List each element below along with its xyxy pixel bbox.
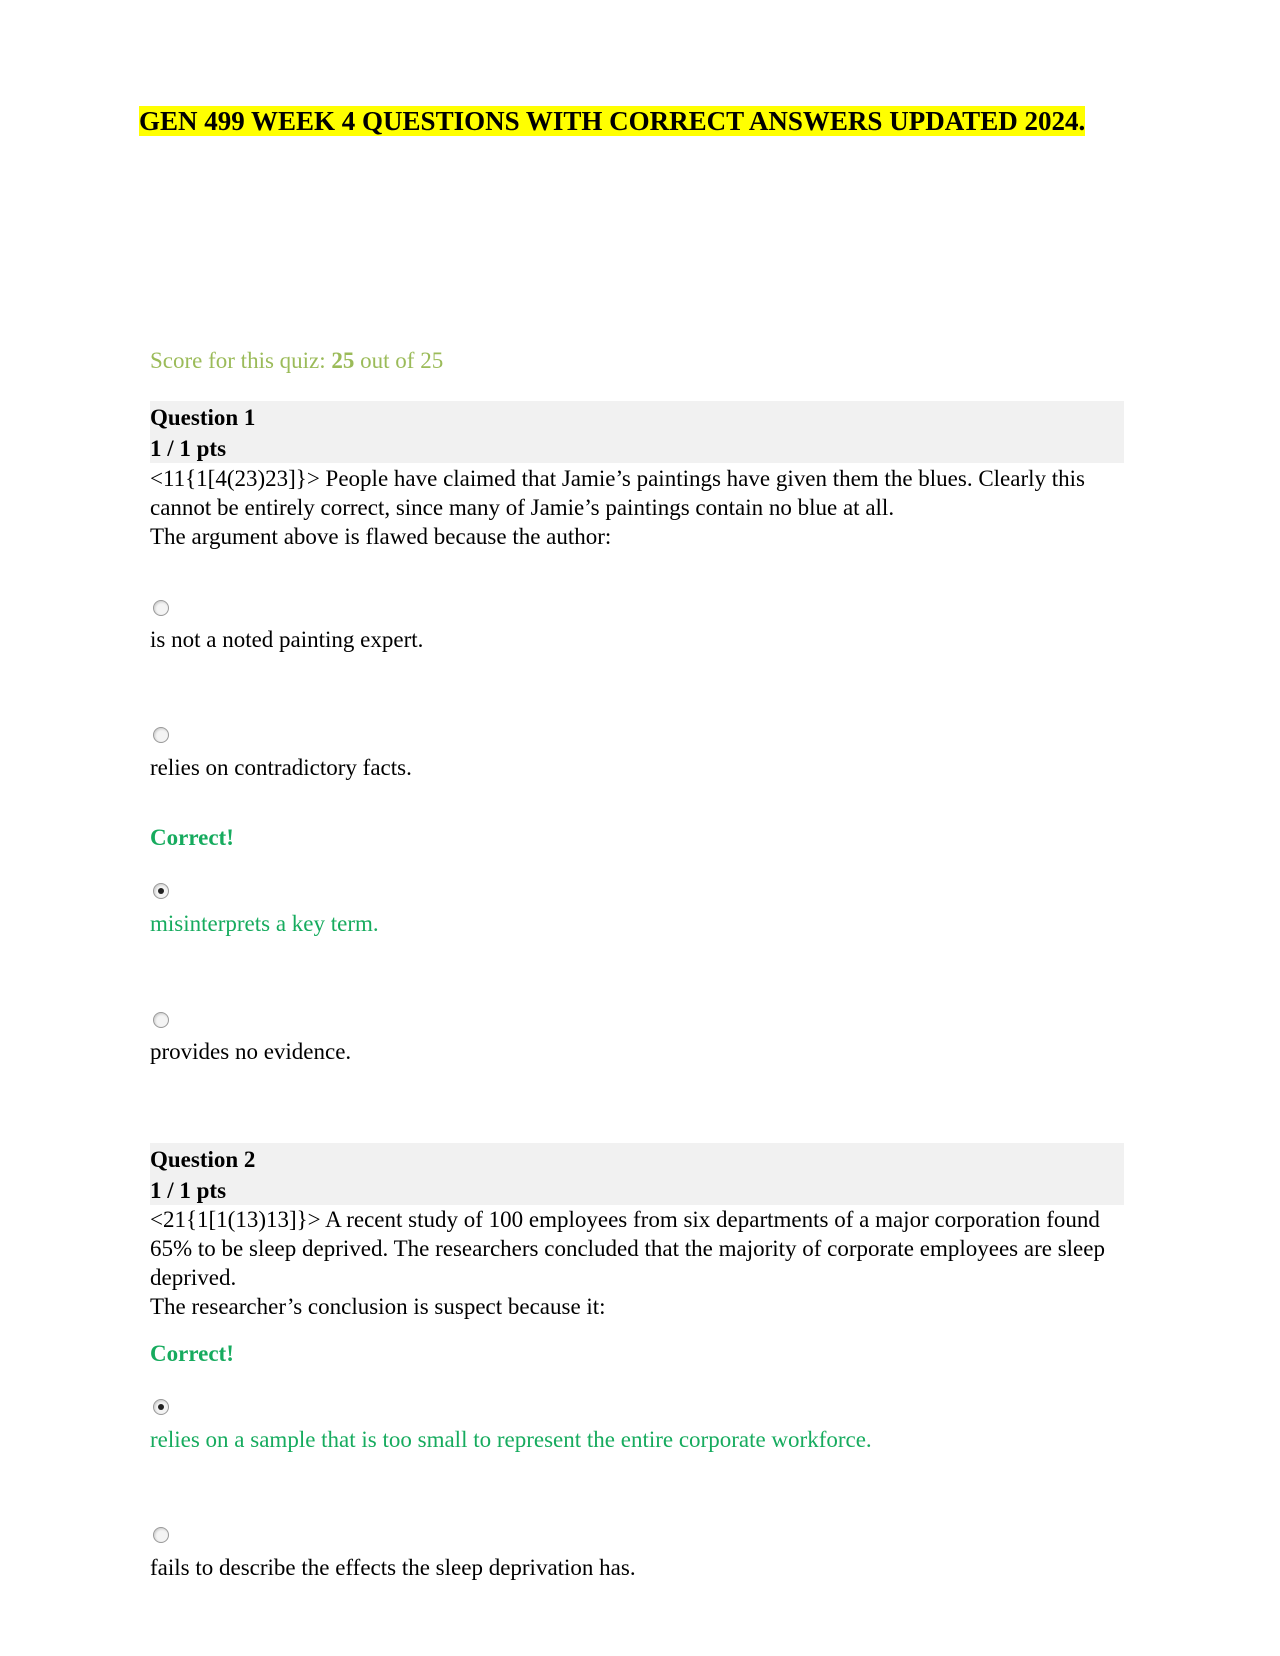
question-1-header (150, 401, 1124, 463)
question-1-correct-label: Correct! (150, 825, 234, 850)
question-2-option-1-radio[interactable] (153, 1399, 169, 1415)
quiz-score (150, 346, 443, 376)
document-title (139, 104, 1099, 138)
question-2-prompt: The researcher’s conclusion is suspect because it: (150, 1294, 606, 1319)
question-2-header (150, 1143, 1124, 1205)
question-1-option-2-label: relies on contradictory facts. (150, 755, 412, 780)
question-2-option-2-radio[interactable] (153, 1527, 169, 1543)
question-1-option-2-radio[interactable] (153, 727, 169, 743)
question-2-option-2-label: fails to describe the effects the sleep deprivation has. (150, 1555, 636, 1580)
question-2-text: <21{1[1(13)13]}> A recent study of 100 employees from six departments of a major corporation found 65% to be sleep deprived. The researchers concluded that the majority of corporate employees are sleep deprived. (150, 1207, 1105, 1290)
question-1-option-3-radio[interactable] (153, 883, 169, 899)
question-1-prompt: The argument above is flawed because the author: (150, 524, 612, 549)
question-1-option-4-radio[interactable] (153, 1012, 169, 1028)
question-2-correct-label: Correct! (150, 1341, 234, 1366)
question-1-option-4-label: provides no evidence. (150, 1039, 352, 1064)
question-2-option-1-label: relies on a sample that is too small to represent the entire corporate workforce. (150, 1427, 872, 1452)
document-title-text: GEN 499 WEEK 4 QUESTIONS WITH CORRECT ANSWERS UPDATED 2024. (139, 106, 1086, 136)
question-2-title: Question 2 (150, 1147, 256, 1172)
score-prefix: Score for this quiz: (150, 348, 332, 373)
question-1-option-1-radio[interactable] (153, 600, 169, 616)
question-1-text: <11{1[4(23)23]}> People have claimed that Jamie’s paintings have given them the blues. Clearly this cannot be entirely correct, since many of Jamie’s paintings contain no blue at all. (150, 466, 1086, 520)
question-1-title: Question 1 (150, 405, 256, 430)
question-1-points: 1 / 1 pts (150, 436, 227, 461)
question-1-option-1-label: is not a noted painting expert. (150, 627, 424, 652)
score-suffix: out of 25 (354, 348, 444, 373)
question-1-option-3-label: misinterprets a key term. (150, 911, 379, 936)
score-earned: 25 (331, 348, 355, 373)
question-2-points: 1 / 1 pts (150, 1178, 227, 1203)
